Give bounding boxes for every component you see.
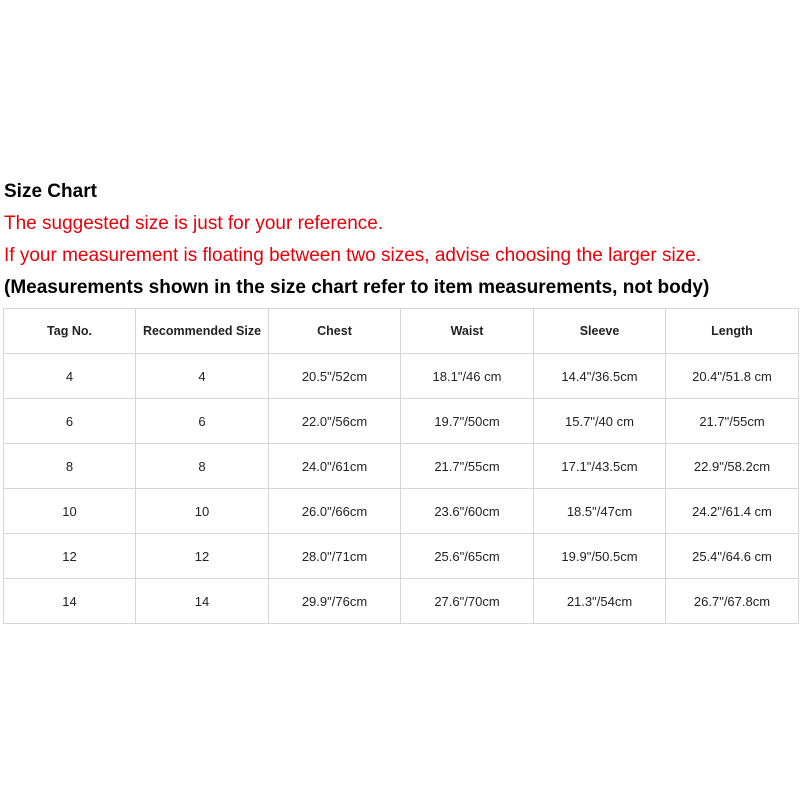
cell-recommended-size: 10 — [136, 489, 269, 534]
page-title: Size Chart — [4, 181, 97, 202]
sizing-advice-note: If your measurement is floating between two sizes, advise choosing the larger size. — [4, 245, 702, 266]
cell-chest: 20.5"/52cm — [269, 354, 401, 399]
cell-sleeve: 21.3"/54cm — [534, 579, 666, 624]
table-row — [4, 534, 799, 579]
cell-chest: 29.9"/76cm — [269, 579, 401, 624]
cell-waist: 19.7"/50cm — [401, 399, 534, 444]
cell-length: 21.7"/55cm — [666, 399, 799, 444]
cell-recommended-size: 8 — [136, 444, 269, 489]
cell-sleeve: 19.9"/50.5cm — [534, 534, 666, 579]
cell-length: 26.7"/67.8cm — [666, 579, 799, 624]
column-header-length: Length — [666, 309, 799, 354]
table-row — [4, 399, 799, 444]
cell-recommended-size: 4 — [136, 354, 269, 399]
column-header-sleeve: Sleeve — [534, 309, 666, 354]
cell-waist: 25.6"/65cm — [401, 534, 534, 579]
cell-waist: 27.6"/70cm — [401, 579, 534, 624]
cell-sleeve: 14.4"/36.5cm — [534, 354, 666, 399]
column-header-tag-no: Tag No. — [4, 309, 136, 354]
cell-tag-no: 6 — [4, 399, 136, 444]
cell-length: 20.4"/51.8 cm — [666, 354, 799, 399]
cell-tag-no: 8 — [4, 444, 136, 489]
cell-tag-no: 4 — [4, 354, 136, 399]
column-header-chest: Chest — [269, 309, 401, 354]
table-row — [4, 489, 799, 534]
cell-chest: 22.0"/56cm — [269, 399, 401, 444]
column-header-waist: Waist — [401, 309, 534, 354]
cell-chest: 24.0"/61cm — [269, 444, 401, 489]
table-header-row — [4, 309, 799, 354]
table-row — [4, 444, 799, 489]
reference-note: The suggested size is just for your reference. — [4, 213, 384, 234]
cell-waist: 23.6"/60cm — [401, 489, 534, 534]
cell-length: 24.2"/61.4 cm — [666, 489, 799, 534]
size-table — [3, 308, 799, 624]
cell-waist: 21.7"/55cm — [401, 444, 534, 489]
table-row — [4, 354, 799, 399]
cell-recommended-size: 12 — [136, 534, 269, 579]
cell-recommended-size: 6 — [136, 399, 269, 444]
cell-tag-no: 10 — [4, 489, 136, 534]
cell-waist: 18.1"/46 cm — [401, 354, 534, 399]
size-chart-header — [4, 176, 800, 304]
cell-sleeve: 17.1"/43.5cm — [534, 444, 666, 489]
cell-recommended-size: 14 — [136, 579, 269, 624]
cell-chest: 26.0"/66cm — [269, 489, 401, 534]
cell-tag-no: 12 — [4, 534, 136, 579]
measurement-disclaimer: (Measurements shown in the size chart refer to item measurements, not body) — [4, 277, 710, 298]
cell-chest: 28.0"/71cm — [269, 534, 401, 579]
cell-sleeve: 18.5"/47cm — [534, 489, 666, 534]
table-row — [4, 579, 799, 624]
column-header-recommended-size: Recommended Size — [136, 309, 269, 354]
cell-sleeve: 15.7"/40 cm — [534, 399, 666, 444]
cell-tag-no: 14 — [4, 579, 136, 624]
cell-length: 22.9"/58.2cm — [666, 444, 799, 489]
cell-length: 25.4"/64.6 cm — [666, 534, 799, 579]
